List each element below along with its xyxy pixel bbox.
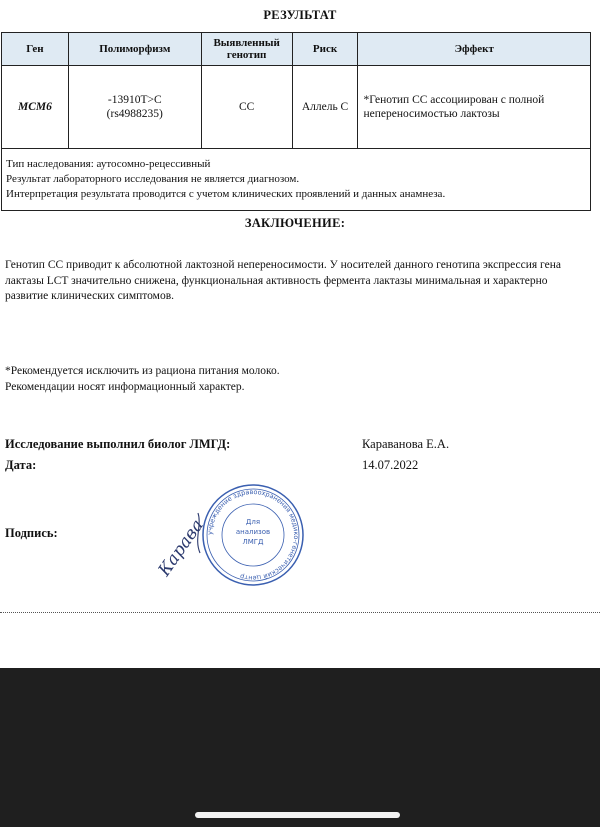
cell-effect: *Генотип СС ассоциирован с полной непереносимостью лактозы [358,66,591,149]
date-label: Дата: [5,458,37,472]
stamp-line-1: Для [245,518,261,526]
note-interpretation: Интерпретация результата проводится с учетом клинических проявлений и данных анамнеза. [6,188,446,200]
header-effect: Эффект [358,33,591,66]
cell-genotype: CC [201,66,292,149]
dotted-divider [0,612,600,613]
header-polymorphism: Полиморфизм [68,33,201,66]
header-risk: Риск [292,33,358,66]
polymorphism-rs: (rs4988235) [106,108,163,120]
recommendation-2: Рекомендации носят информационный характер. [5,381,245,393]
note-inheritance: Тип наследования: аутосомно-рецессивный [6,158,211,170]
header-genotype: Выявленный генотип [201,33,292,66]
performed-by-value: Караванова Е.А. [362,437,450,451]
header-gene: Ген [2,33,69,66]
result-title: РЕЗУЛЬТАТ [263,8,337,22]
notes-cell [2,149,591,211]
table-header-row [2,33,591,66]
results-table [1,32,591,211]
table-row [2,66,591,149]
cell-gene: MCM6 [2,66,69,149]
date-value: 14.07.2022 [362,458,419,472]
bottom-dark-bar [0,668,600,827]
cell-risk: Аллель С [292,66,358,149]
stamp-line-3: ЛМГД [242,538,264,546]
signature-label: Подпись: [5,526,58,540]
polymorphism-name: -13910T>C [107,94,162,106]
conclusion-text: Генотип СС приводит к абсолютной лактозной непереносимости. У носителей данного генотипа экспрессия гена лактазы LCT значительно снижена, функциональная активность фермента лактазы минимальная и характерно развитие клинических симптомов. [5,259,561,302]
note-not-diagnosis: Результат лабораторного исследования не является диагнозом. [6,173,300,185]
stamp-line-2: анализов [235,528,271,536]
cell-polymorphism [68,66,201,149]
handwritten-signature [140,505,220,580]
performed-by-label: Исследование выполнил биолог ЛМГД: [5,437,231,451]
stamp-ring-text: учреждение здравоохранения медико-генетический центр [205,487,301,583]
home-indicator[interactable] [195,812,400,818]
conclusion-title: ЗАКЛЮЧЕНИЕ: [244,216,346,230]
recommendation-1: *Рекомендуется исключить из рациона питания молоко. [5,365,280,377]
notes-row [2,149,591,211]
signature-scribble: Карава [154,515,208,580]
